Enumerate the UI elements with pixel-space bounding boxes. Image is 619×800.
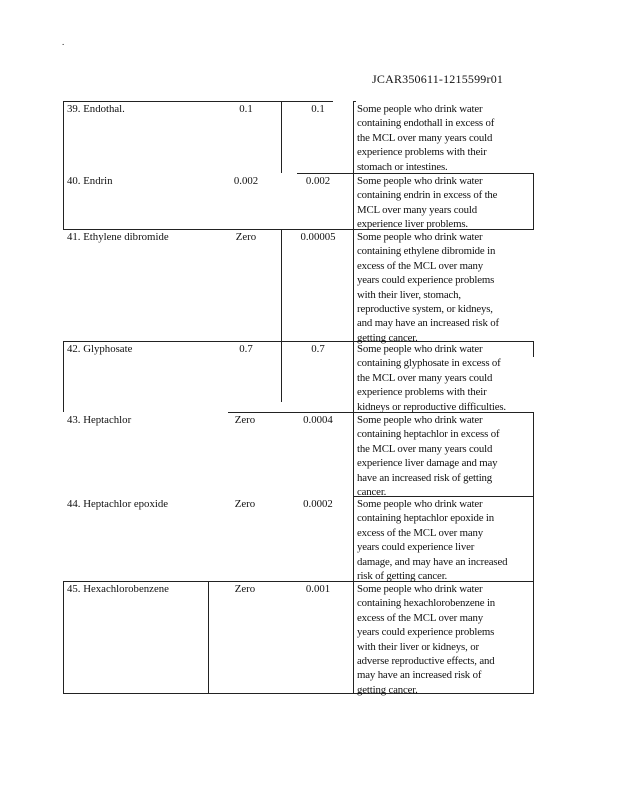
mclg-value: Zero: [234, 414, 256, 426]
contaminant-name: 45. Hexachlorobenzene: [67, 583, 169, 595]
mclg-value: Zero: [235, 231, 257, 243]
table-rule: [533, 412, 534, 694]
corner-mark: .: [62, 37, 65, 47]
health-effect: Some people who drink water containing endrin in excess of the MCL over many years could experience liver problems.: [357, 175, 498, 231]
contaminant-name: 40. Endrin: [67, 175, 113, 187]
table-rule: [63, 341, 64, 412]
health-effect: Some people who drink water containing hexachlorobenzene in excess of the MCL over many years could experience problems with their liver or kidneys, or adverse reproductive effects, and may have an increased risk of getting cancer.: [357, 583, 496, 696]
contaminant-name: 41. Ethylene dibromide: [67, 231, 169, 243]
mclg-value: Zero: [234, 583, 256, 595]
mcl-value: 0.7: [311, 343, 325, 355]
health-effect: Some people who drink water containing heptachlor epoxide in excess of the MCL over many years could experience liver damage, and may have an increased risk of getting cancer.: [357, 498, 508, 583]
mcl-value: 0.001: [305, 583, 331, 595]
health-effect: Some people who drink water containing glyphosate in excess of the MCL over many years could experience problems with their kidneys or reproductive difficulties.: [357, 343, 506, 413]
health-effect: Some people who drink water containing ethylene dibromide in excess of the MCL over many years could experience problems with their liver, stomach, reproductive system, or kidneys, and may have an increased risk of getting cancer.: [357, 231, 499, 344]
document-id: JCAR350611-1215599r01: [372, 72, 504, 86]
contaminant-name: 43. Heptachlor: [67, 414, 132, 426]
contaminant-name: 44. Heptachlor epoxide: [67, 498, 169, 510]
table-rule: [63, 581, 64, 694]
mcl-value: 0.00005: [300, 231, 336, 243]
table-rule: [533, 341, 534, 357]
contaminant-name: 42. Glyphosate: [67, 343, 133, 355]
health-effect: Some people who drink water containing heptachlor in excess of the MCL over many years could experience liver damage and may have an increased risk of getting cancer.: [357, 414, 500, 499]
mcl-value: 0.0004: [303, 414, 333, 426]
mclg-value: 0.7: [239, 343, 253, 355]
mclg-value: 0.002: [233, 175, 259, 187]
table-rule: [208, 581, 209, 694]
table-rule: [533, 173, 534, 229]
mclg-value: Zero: [234, 498, 256, 510]
mclg-value: 0.1: [239, 103, 253, 115]
mcl-value: 0.1: [311, 103, 325, 115]
table-rule: [353, 101, 354, 694]
table-rule: [63, 101, 64, 229]
health-effect: Some people who drink water containing endothall in excess of the MCL over many years could experience problems with their stomach or intestines.: [357, 103, 495, 173]
mcl-value: 0.0002: [303, 498, 333, 510]
table-rule: [281, 229, 282, 402]
contaminant-name: 39. Endothal.: [67, 103, 125, 115]
mcl-value: 0.002: [305, 175, 331, 187]
